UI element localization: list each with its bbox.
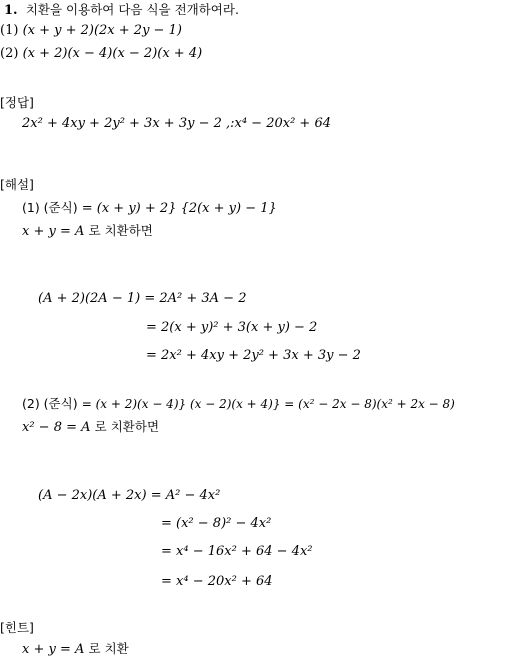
problem-item-2 [0, 46, 202, 62]
solution-part1-step-3: = 2x² + 4xy + 2y² + 3x + 3y − 2 [146, 348, 361, 363]
solution-part1-step-1: (A + 2)(2A − 1) = 2A² + 3A − 2 [38, 291, 247, 306]
answer-header: [정답] [0, 95, 34, 110]
answer-text: 2x² + 4xy + 2y² + 3x + 3y − 2 ,:x⁴ − 20x² + 64 [22, 116, 331, 131]
solution-part2-label: (2) (준식) [22, 396, 78, 411]
solution-part2-step-3: = x⁴ − 16x² + 64 − 4x² [161, 544, 313, 559]
solution-part2-sub-expr: x² − 8 = A [22, 420, 91, 435]
problem-number: 1. [4, 3, 18, 18]
hint-expr: x + y = A [22, 642, 85, 657]
solution-part2-line2 [22, 419, 159, 436]
solution-part1-line1 [22, 200, 277, 217]
solution-part1-step-2: = 2(x + y)² + 3(x + y) − 2 [146, 320, 318, 335]
problem-instruction: 치환을 이용하여 다음 식을 전개하여라. [25, 2, 239, 17]
solution-header: [해설] [0, 177, 34, 192]
problem-item-1-label: (1) [0, 23, 19, 38]
problem-title [4, 2, 239, 19]
hint-text: 로 치환 [88, 641, 129, 656]
problem-item-2-label: (2) [0, 46, 19, 61]
solution-part2-line1 [22, 396, 455, 413]
hint-line [22, 641, 129, 658]
solution-part2-expr: = (x + 2)(x − 4)} (x − 2)(x + 4)} = (x² − 2x − 8)(x² + 2x − 8) [81, 397, 455, 411]
hint-header: [힌트] [0, 620, 34, 635]
problem-item-1-expr: (x + y + 2)(2x + 2y − 1) [22, 23, 182, 38]
solution-part2-step-4: = x⁴ − 20x² + 64 [161, 574, 273, 589]
solution-part1-sub-text: 로 치환하면 [88, 223, 153, 238]
solution-part1-line2 [22, 223, 153, 240]
solution-part1-label: (1) (준식) [22, 200, 78, 215]
solution-part1-sub-expr: x + y = A [22, 224, 85, 239]
solution-part2-step-2: = (x² − 8)² − 4x² [161, 516, 272, 531]
solution-part1-expr: = (x + y) + 2} {2(x + y) − 1} [81, 201, 277, 216]
problem-item-1 [0, 23, 182, 39]
solution-part2-step-1: (A − 2x)(A + 2x) = A² − 4x² [38, 488, 221, 503]
solution-part2-sub-text: 로 치환하면 [94, 419, 160, 434]
problem-item-2-expr: (x + 2)(x − 4)(x − 2)(x + 4) [22, 46, 203, 61]
